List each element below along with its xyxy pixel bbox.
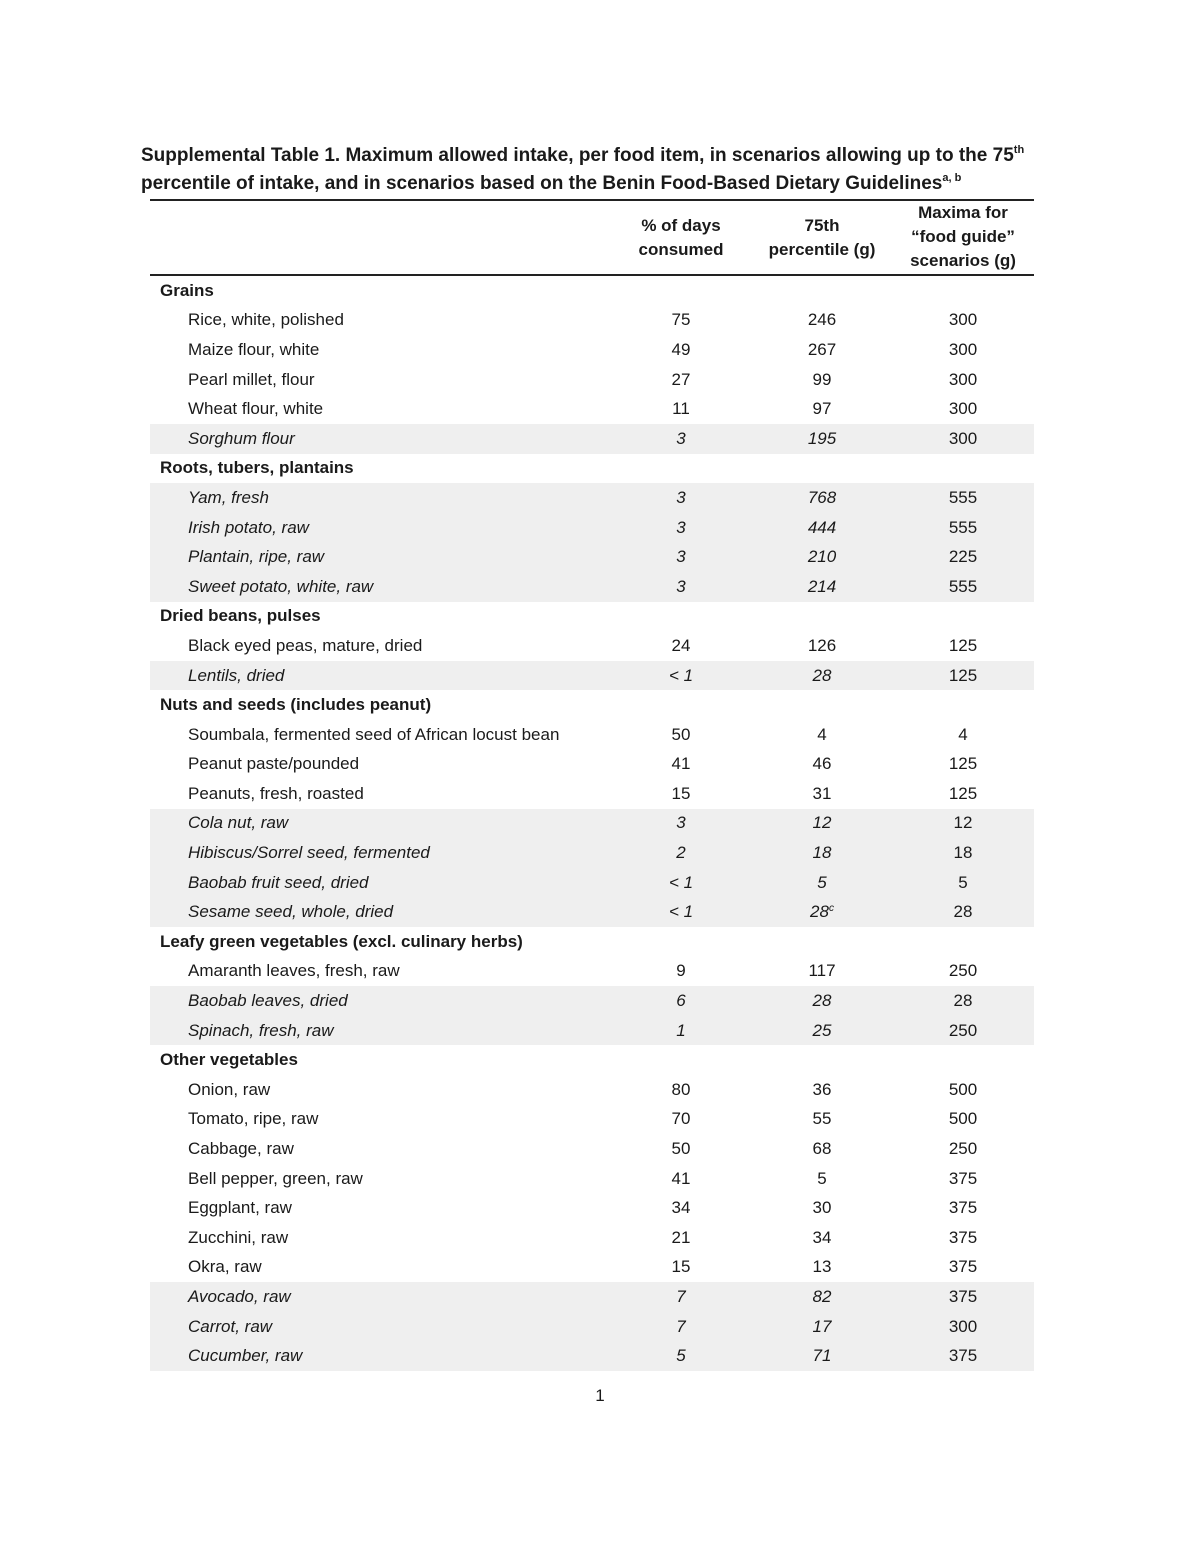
- food-item-name: Peanut paste/pounded: [188, 754, 360, 774]
- max-cell-value: 4: [958, 724, 968, 744]
- pct-days-cell-value: 3: [676, 487, 686, 507]
- max-cell-value: 375: [948, 1286, 978, 1306]
- caption-line-2: percentile of intake, and in scenarios based on the Benin Food-Based Dietary Guidelines$^{a, b}$: [141, 172, 962, 194]
- pct-days-cell-value: 50: [671, 1139, 691, 1159]
- p75-cell-value: 117: [808, 961, 836, 981]
- p75-cell-value: 31: [812, 783, 832, 803]
- food-item-name: Cucumber, raw: [188, 1346, 303, 1366]
- table-row: [150, 1282, 1034, 1312]
- food-item-name: Wheat flour, white: [188, 399, 324, 419]
- pct-days-cell-value: 11: [672, 399, 690, 419]
- p75-cell: [742, 1021, 902, 1041]
- max-cell: [902, 1228, 1024, 1248]
- p75-cell-value: 82: [812, 1286, 832, 1306]
- max-cell: [902, 902, 1024, 922]
- pct-days-cell-value: 24: [671, 635, 691, 655]
- pct-days-cell: [620, 1346, 742, 1366]
- max-cell: [902, 1346, 1024, 1366]
- max-cell-value: 28: [953, 991, 973, 1011]
- table-row: [150, 335, 1034, 365]
- p75-cell: [742, 1139, 902, 1159]
- food-item-name: Baobab fruit seed, dried: [188, 872, 369, 892]
- pct-days-cell-value: 3: [676, 517, 686, 537]
- food-item-name: Okra, raw: [188, 1257, 262, 1277]
- group-header-row: [150, 602, 1034, 632]
- max-cell: [902, 1080, 1024, 1100]
- table-caption: [141, 142, 1041, 198]
- table-row: [150, 720, 1034, 750]
- max-cell: [902, 1257, 1024, 1277]
- table-row: [150, 957, 1034, 987]
- max-cell-value: 300: [948, 399, 978, 419]
- max-cell: [902, 725, 1024, 745]
- p75-cell-value: 5: [817, 872, 827, 892]
- header-75th-percentile: 75th percentile (g): [768, 215, 876, 259]
- pct-days-cell: [620, 518, 742, 538]
- food-item-name: Soumbala, fermented seed of African locust bean: [188, 724, 560, 744]
- caption-superscript-2: a, b: [942, 172, 962, 184]
- table-row: [150, 306, 1034, 336]
- header-pct-days: % of days consumed: [638, 215, 724, 259]
- pct-days-cell-value: 2: [676, 843, 686, 863]
- food-item-name: Sesame seed, whole, dried: [188, 902, 394, 922]
- max-cell: [902, 636, 1024, 656]
- pct-days-cell: [620, 340, 742, 360]
- table-header: [150, 199, 1034, 276]
- max-cell-value: 300: [948, 369, 978, 389]
- max-cell-value: 125: [948, 665, 978, 685]
- p75-cell: [742, 429, 902, 449]
- pct-days-cell-value: 34: [671, 1198, 691, 1218]
- max-cell-value: 125: [948, 754, 978, 774]
- max-cell: [902, 547, 1024, 567]
- p75-cell: [742, 725, 902, 745]
- max-cell-value: 375: [948, 1227, 978, 1247]
- max-cell-value: 250: [948, 1139, 978, 1159]
- p75-cell: [742, 873, 902, 893]
- pct-days-cell: [620, 961, 742, 981]
- pct-days-cell-value: 5: [676, 1346, 686, 1366]
- p75-cell: [742, 1257, 902, 1277]
- p75-cell: [742, 902, 902, 922]
- food-item-name: Maize flour, white: [188, 339, 320, 359]
- p75-cell: [742, 399, 902, 419]
- pct-days-cell: [620, 725, 742, 745]
- max-cell-value: 28: [953, 902, 973, 922]
- food-item-name: Amaranth leaves, fresh, raw: [188, 961, 400, 981]
- p75-cell-value: 195: [807, 428, 837, 448]
- pct-days-cell: [620, 1139, 742, 1159]
- p75-cell: [742, 784, 902, 804]
- pct-days-cell: [620, 1198, 742, 1218]
- max-cell-value: 125: [948, 783, 978, 803]
- table-row: [150, 365, 1034, 395]
- max-cell: [902, 370, 1024, 390]
- pct-days-cell-value: 3: [676, 547, 686, 567]
- pct-days-cell: [620, 310, 742, 330]
- max-cell: [902, 754, 1024, 774]
- pct-days-cell-value: 21: [671, 1227, 691, 1247]
- page-number: 1: [595, 1386, 605, 1405]
- max-cell: [902, 666, 1024, 686]
- pct-days-cell: [620, 1021, 742, 1041]
- pct-days-cell: [620, 1228, 742, 1248]
- max-cell: [902, 429, 1024, 449]
- pct-days-cell-value: 27: [671, 369, 691, 389]
- food-item-name: Onion, raw: [188, 1079, 271, 1099]
- p75-cell: [742, 636, 902, 656]
- pct-days-cell: [620, 370, 742, 390]
- max-cell-value: 500: [948, 1109, 978, 1129]
- p75-cell: [742, 488, 902, 508]
- max-cell-value: 300: [948, 339, 978, 359]
- pct-days-cell-value: 15: [671, 783, 691, 803]
- max-cell-value: 300: [948, 428, 978, 448]
- pct-days-cell: [620, 1287, 742, 1307]
- p75-cell-value: 28: [812, 665, 832, 685]
- food-item-name: Zucchini, raw: [188, 1227, 289, 1247]
- food-item-name: Hibiscus/Sorrel seed, fermented: [188, 843, 430, 863]
- table-row: [150, 572, 1034, 602]
- max-cell: [902, 1317, 1024, 1337]
- max-cell: [902, 961, 1024, 981]
- max-cell-value: 250: [948, 1020, 978, 1040]
- max-cell-value: 125: [948, 635, 978, 655]
- header-food-guide-maxima: Maxima for “food guide” scenarios (g): [910, 203, 1016, 270]
- max-cell: [902, 577, 1024, 597]
- table-row: [150, 779, 1034, 809]
- pct-days-cell: [620, 784, 742, 804]
- food-item-name: Plantain, ripe, raw: [188, 547, 325, 567]
- p75-cell-value: 68: [812, 1139, 832, 1159]
- caption-superscript-1: th: [1013, 144, 1025, 156]
- max-cell-value: 5: [958, 872, 968, 892]
- max-cell: [902, 843, 1024, 863]
- p75-cell: [742, 1169, 902, 1189]
- max-cell-value: 12: [953, 813, 973, 833]
- p75-cell: [742, 991, 902, 1011]
- table-row: [150, 809, 1034, 839]
- max-cell-value: 555: [948, 517, 978, 537]
- pct-days-cell: [620, 991, 742, 1011]
- pct-days-cell-value: 50: [671, 724, 691, 744]
- header-food-item: [150, 201, 620, 274]
- pct-days-cell: [620, 488, 742, 508]
- p75-cell-value: 444: [807, 517, 837, 537]
- table-row: [150, 838, 1034, 868]
- food-item-name: Sorghum flour: [188, 428, 295, 448]
- group-header-row: [150, 927, 1034, 957]
- pct-days-cell-value: 75: [671, 310, 691, 330]
- max-cell-value: 555: [948, 487, 978, 507]
- table-row: [150, 1253, 1034, 1283]
- p75-cell: [742, 340, 902, 360]
- p75-cell-value: 36: [812, 1079, 832, 1099]
- p75-cell: [742, 1109, 902, 1129]
- table-row: [150, 1016, 1034, 1046]
- p75-cell: [742, 577, 902, 597]
- max-cell-value: 375: [948, 1346, 978, 1366]
- pct-days-cell: [620, 666, 742, 686]
- pct-days-cell: [620, 873, 742, 893]
- table-row: [150, 1075, 1034, 1105]
- pct-days-cell-value: 80: [671, 1079, 691, 1099]
- p75-cell-value: 17: [812, 1316, 832, 1336]
- table-row: [150, 1134, 1034, 1164]
- pct-days-cell-value: 3: [676, 813, 686, 833]
- p75-cell: [742, 1228, 902, 1248]
- p75-cell-value: 55: [812, 1109, 832, 1129]
- pct-days-cell-value: 9: [676, 961, 686, 981]
- pct-days-cell: [620, 577, 742, 597]
- pct-days-cell: [620, 1169, 742, 1189]
- max-cell: [902, 488, 1024, 508]
- food-item-name: Baobab leaves, dried: [188, 991, 348, 1011]
- pct-days-cell-value: 7: [676, 1286, 686, 1306]
- p75-cell: [742, 1080, 902, 1100]
- p75-cell: [742, 518, 902, 538]
- max-cell-value: 250: [948, 961, 978, 981]
- pct-days-cell: [620, 1080, 742, 1100]
- table-row: [150, 868, 1034, 898]
- p75-cell: [742, 1287, 902, 1307]
- food-item-name: Irish potato, raw: [188, 517, 309, 537]
- group-label: Nuts and seeds (includes peanut): [160, 695, 432, 715]
- p75-cell: [742, 666, 902, 686]
- group-label: Grains: [160, 280, 214, 300]
- pct-days-cell: [620, 843, 742, 863]
- p75-cell-value: 30: [812, 1198, 832, 1218]
- max-cell: [902, 784, 1024, 804]
- max-cell: [902, 991, 1024, 1011]
- p75-cell-value: 99: [812, 369, 832, 389]
- p75-cell-value: 5: [817, 1168, 827, 1188]
- max-cell: [902, 1287, 1024, 1307]
- p75-cell: [742, 547, 902, 567]
- table-row: [150, 750, 1034, 780]
- table-row: [150, 483, 1034, 513]
- p75-cell-value: 34: [812, 1227, 832, 1247]
- p75-cell: [742, 813, 902, 833]
- footnote-marker: c: [828, 903, 834, 915]
- pct-days-cell-value: 3: [676, 428, 686, 448]
- caption-line-1: Supplemental Table 1. Maximum allowed intake, per food item, in scenarios allowing up to the 75th: [141, 144, 1025, 166]
- food-item-name: Black eyed peas, mature, dried: [188, 635, 423, 655]
- p75-cell-value: 210: [807, 547, 837, 567]
- food-item-name: Sweet potato, white, raw: [188, 576, 374, 596]
- pct-days-cell-value: < 1: [668, 665, 694, 685]
- food-item-name: Yam, fresh: [188, 487, 269, 507]
- pct-days-cell-value: 41: [671, 1168, 691, 1188]
- p75-cell-value: 28: [810, 902, 829, 922]
- max-cell-value: 300: [948, 310, 978, 330]
- table-row: [150, 1223, 1034, 1253]
- pct-days-cell: [620, 1317, 742, 1337]
- table-row: [150, 661, 1034, 691]
- pct-days-cell-value: 41: [671, 754, 691, 774]
- max-cell-value: 500: [948, 1079, 978, 1099]
- group-label: Roots, tubers, plantains: [160, 458, 354, 478]
- pct-days-cell-value: 1: [676, 1020, 686, 1040]
- max-cell-value: 555: [948, 576, 978, 596]
- pct-days-cell-value: 6: [676, 991, 686, 1011]
- p75-cell-value: 46: [812, 754, 832, 774]
- food-item-name: Rice, white, polished: [188, 310, 344, 330]
- food-item-name: Carrot, raw: [188, 1316, 273, 1336]
- pct-days-cell: [620, 547, 742, 567]
- group-header-row: [150, 1045, 1034, 1075]
- table-row: [150, 424, 1034, 454]
- table-row: [150, 986, 1034, 1016]
- pct-days-cell-value: 3: [676, 576, 686, 596]
- group-label: Leafy green vegetables (excl. culinary herbs): [160, 931, 523, 951]
- p75-cell: [742, 843, 902, 863]
- pct-days-cell: [620, 902, 742, 922]
- max-cell: [902, 1139, 1024, 1159]
- p75-cell-value: 28: [812, 991, 832, 1011]
- p75-cell-value: 18: [812, 843, 832, 863]
- p75-cell: [742, 1346, 902, 1366]
- pct-days-cell: [620, 399, 742, 419]
- max-cell-value: 375: [948, 1168, 978, 1188]
- group-label: Dried beans, pulses: [160, 606, 321, 626]
- table-row: [150, 1341, 1034, 1371]
- p75-cell-value: 267: [807, 339, 837, 359]
- p75-cell: [742, 1317, 902, 1337]
- pct-days-cell-value: < 1: [668, 872, 694, 892]
- max-cell: [902, 873, 1024, 893]
- max-cell: [902, 1198, 1024, 1218]
- intake-table: [150, 199, 1034, 1371]
- p75-cell: [742, 1198, 902, 1218]
- pct-days-cell: [620, 636, 742, 656]
- p75-cell-value: 246: [807, 310, 837, 330]
- p75-cell-value: 214: [807, 576, 837, 596]
- pct-days-cell-value: 49: [671, 339, 691, 359]
- table-row: [150, 897, 1034, 927]
- pct-days-cell-value: 7: [676, 1316, 686, 1336]
- food-item-name: Lentils, dried: [188, 665, 285, 685]
- max-cell-value: 375: [948, 1257, 978, 1277]
- food-item-name: Peanuts, fresh, roasted: [188, 783, 364, 803]
- food-item-name: Spinach, fresh, raw: [188, 1020, 334, 1040]
- pct-days-cell: [620, 754, 742, 774]
- max-cell: [902, 310, 1024, 330]
- p75-cell: [742, 370, 902, 390]
- p75-cell: [742, 754, 902, 774]
- food-item-name: Eggplant, raw: [188, 1198, 292, 1218]
- pct-days-cell: [620, 1257, 742, 1277]
- p75-cell: [742, 310, 902, 330]
- group-header-row: [150, 276, 1034, 306]
- max-cell-value: 225: [948, 547, 978, 567]
- table-row: [150, 542, 1034, 572]
- max-cell-value: 18: [953, 843, 973, 863]
- table-row: [150, 1312, 1034, 1342]
- group-label: Other vegetables: [160, 1050, 298, 1070]
- food-item-name: Cabbage, raw: [188, 1139, 294, 1159]
- pct-days-cell-value: 15: [671, 1257, 691, 1277]
- table-row: [150, 513, 1034, 543]
- food-item-name: Pearl millet, flour: [188, 369, 315, 389]
- max-cell: [902, 340, 1024, 360]
- food-item-name: Tomato, ripe, raw: [188, 1109, 319, 1129]
- table-body: [150, 276, 1034, 1371]
- max-cell: [902, 1109, 1024, 1129]
- food-item-name: Bell pepper, green, raw: [188, 1168, 363, 1188]
- p75-cell-value: 126: [807, 635, 837, 655]
- food-item-name: Cola nut, raw: [188, 813, 289, 833]
- food-item-name: Avocado, raw: [188, 1286, 291, 1306]
- p75-cell-value: 13: [812, 1257, 832, 1277]
- p75-cell-value: 4: [817, 724, 827, 744]
- pct-days-cell: [620, 1109, 742, 1129]
- p75-cell-value: 71: [812, 1346, 832, 1366]
- p75-cell-value: 25: [812, 1020, 832, 1040]
- pct-days-cell-value: < 1: [668, 902, 694, 922]
- pct-days-cell: [620, 429, 742, 449]
- group-header-row: [150, 454, 1034, 484]
- pct-days-cell-value: 70: [671, 1109, 691, 1129]
- p75-cell-value: 768: [807, 487, 837, 507]
- max-cell: [902, 518, 1024, 538]
- pct-days-cell: [620, 813, 742, 833]
- p75-cell-value: 12: [812, 813, 832, 833]
- p75-cell-value: 97: [812, 399, 832, 419]
- max-cell: [902, 1021, 1024, 1041]
- table-row: [150, 1164, 1034, 1194]
- max-cell: [902, 399, 1024, 419]
- p75-cell: [742, 961, 902, 981]
- table-row: [150, 1193, 1034, 1223]
- max-cell: [902, 1169, 1024, 1189]
- table-row: [150, 631, 1034, 661]
- max-cell: [902, 813, 1024, 833]
- max-cell-value: 300: [948, 1316, 978, 1336]
- max-cell-value: 375: [948, 1198, 978, 1218]
- group-header-row: [150, 690, 1034, 720]
- table-row: [150, 394, 1034, 424]
- table-row: [150, 1105, 1034, 1135]
